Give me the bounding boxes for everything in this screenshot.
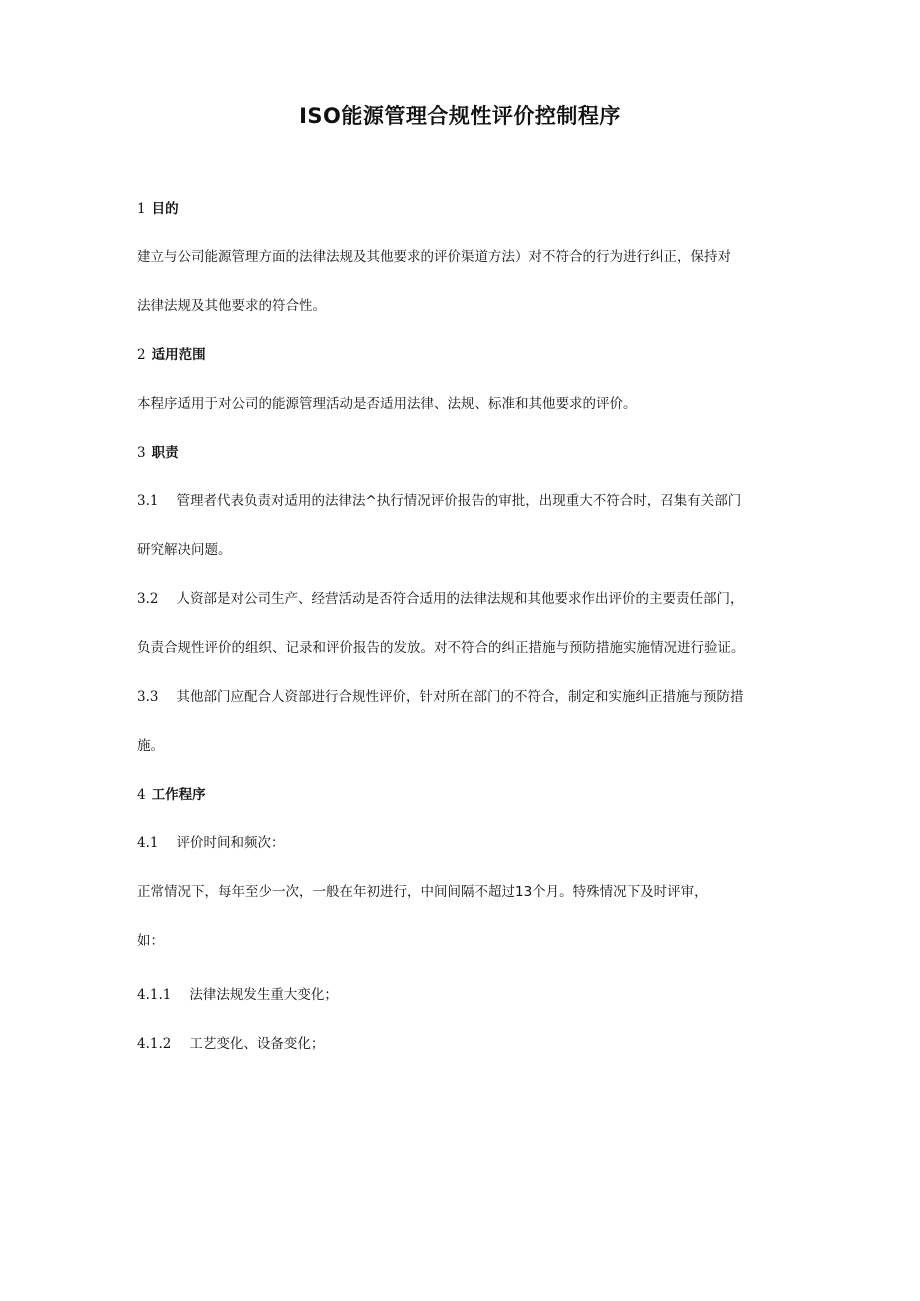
section-4-heading bbox=[137, 785, 206, 805]
clause-3-1 bbox=[137, 491, 741, 511]
section-title: 职责 bbox=[151, 445, 179, 461]
clause-text: 管理者代表负责对适用的法律法^执行情况评价报告的审批，出现重大不符合时，召集有关部门 bbox=[176, 493, 742, 509]
clause-text: 工艺变化、设备变化； bbox=[189, 1036, 325, 1052]
section-number: 4 bbox=[137, 787, 146, 803]
section-number: 1 bbox=[137, 201, 146, 217]
clause-number: 3.2 bbox=[137, 591, 159, 607]
clause-text: 评价时间和频次： bbox=[176, 835, 285, 851]
section-title: 适用范围 bbox=[151, 347, 206, 363]
section-2-heading bbox=[137, 345, 206, 365]
clause-text: 人资部是对公司生产、经营活动是否符合适用的法律法规和其他要求作出评价的主要责任部门， bbox=[176, 591, 744, 607]
clause-number: 4.1 bbox=[137, 835, 159, 851]
clause-4-1 bbox=[137, 833, 284, 853]
section-3-heading bbox=[137, 443, 179, 463]
section-1-heading bbox=[137, 199, 179, 219]
section-title: 目的 bbox=[151, 201, 179, 217]
clause-4-1-1 bbox=[137, 985, 338, 1005]
clause-3-3 bbox=[137, 687, 743, 707]
section-1-paragraph-line-1: 建立与公司能源管理方面的法律法规及其他要求的评价渠道方法）对不符合的行为进行纠正，保持对 bbox=[137, 249, 731, 265]
clause-4-1-paragraph-line-2: 如： bbox=[137, 933, 164, 949]
clause-number: 4.1.1 bbox=[137, 987, 172, 1003]
clause-3-1-continuation: 研究解决问题。 bbox=[137, 542, 232, 558]
clause-3-3-continuation: 施。 bbox=[137, 738, 164, 754]
section-1-paragraph-line-2: 法律法规及其他要求的符合性。 bbox=[137, 298, 326, 314]
section-title: 工作程序 bbox=[151, 787, 206, 803]
clause-text: 法律法规发生重大变化； bbox=[189, 987, 338, 1003]
section-number: 3 bbox=[137, 445, 146, 461]
clause-4-1-paragraph-line-1: 正常情况下，每年至少一次，一般在年初进行，中间间隔不超过13个月。特殊情况下及时评审， bbox=[137, 884, 708, 900]
clause-3-2-continuation: 负责合规性评价的组织、记录和评价报告的发放。对不符合的纠正措施与预防措施实施情况进行验证。 bbox=[137, 640, 745, 656]
clause-3-2 bbox=[137, 589, 743, 609]
clause-number: 3.3 bbox=[137, 689, 159, 705]
section-number: 2 bbox=[137, 347, 146, 363]
clause-number: 4.1.2 bbox=[137, 1036, 172, 1052]
clause-number: 3.1 bbox=[137, 493, 159, 509]
section-2-paragraph: 本程序适用于对公司的能源管理活动是否适用法律、法规、标准和其他要求的评价。 bbox=[137, 396, 637, 412]
document-title: ISO能源管理合规性评价控制程序 bbox=[299, 104, 621, 128]
clause-4-1-2 bbox=[137, 1034, 324, 1054]
clause-text: 其他部门应配合人资部进行合规性评价，针对所在部门的不符合，制定和实施纠正措施与预防措 bbox=[176, 689, 744, 705]
